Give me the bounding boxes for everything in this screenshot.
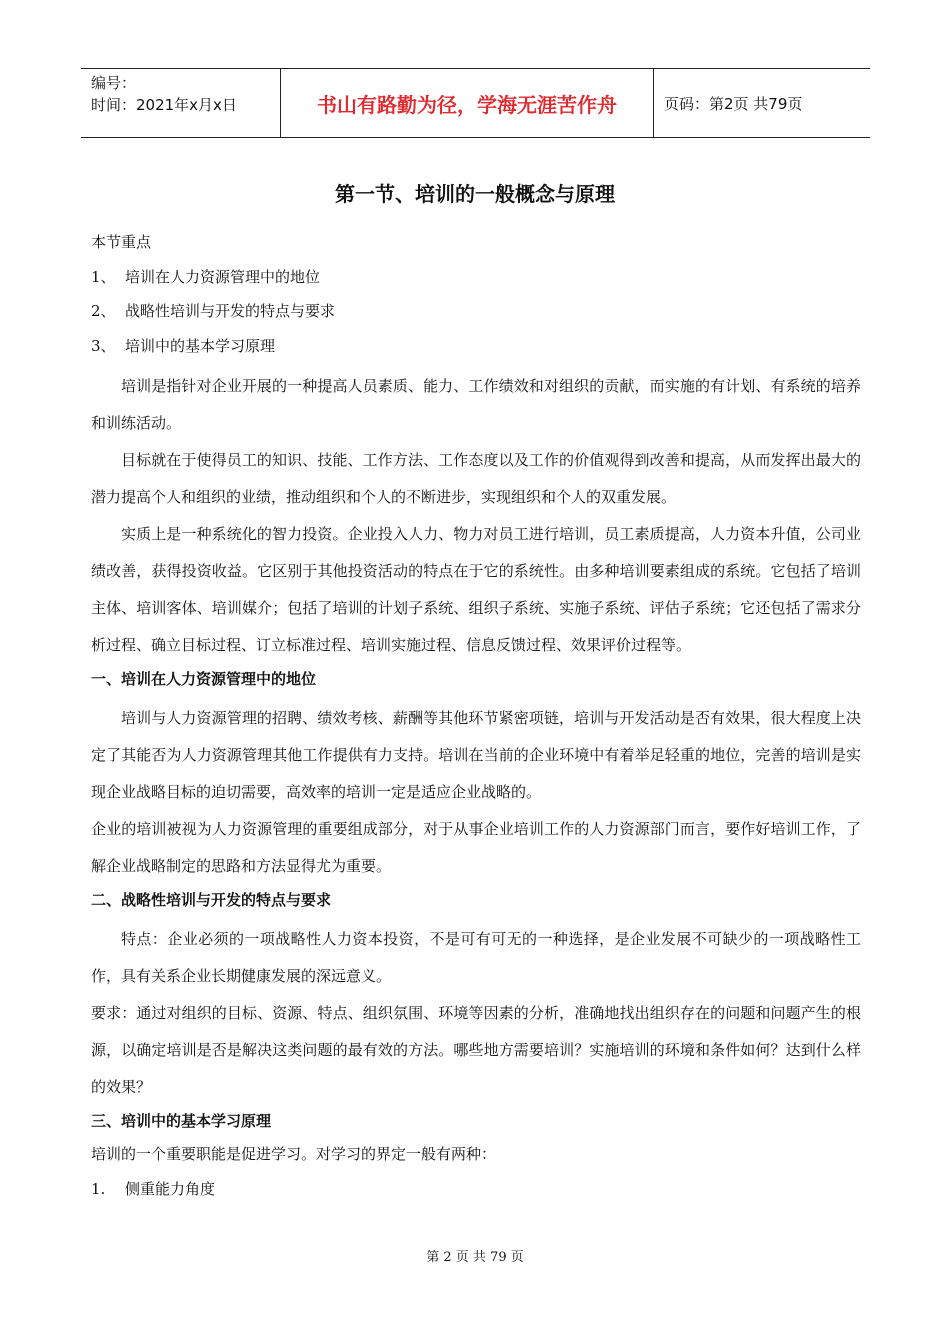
- list-item-number: 1.: [91, 1179, 106, 1198]
- focus-item-number: 1、: [91, 267, 116, 286]
- section-title: 第一节、培训的一般概念与原理: [335, 182, 615, 206]
- section2-paragraph: 要求：通过对组织的目标、资源、特点、组织氛围、环境等因素的分析，准确地找出组织存在的问题和问题产生的根源，以确定培训是否是解决这类问题的最有效的方法。哪些地方需要培训？实施培训的环境和条件如何？达到什么样的效果？: [91, 1004, 861, 1096]
- focus-item-number: 3、: [91, 336, 116, 355]
- focus-item: [91, 334, 861, 369]
- focus-item: [91, 265, 861, 300]
- focus-item: [91, 299, 861, 334]
- number-label: 编号：: [91, 74, 137, 92]
- list-item-text: 侧重能力角度: [125, 1179, 216, 1198]
- section3-list-item: [91, 1177, 861, 1212]
- section1-paragraph: 培训与人力资源管理的招聘、绩效考核、薪酬等其他环节紧密项链，培训与开发活动是否有效果，很大程度上决定了其能否为人力资源管理其他工作提供有力支持。培训在当前的企业环境中有着举足轻重的地位，完善的培训是实现企业战略目标的迫切需要，高效率的培训一定是适应企业战略的。: [91, 709, 861, 801]
- header-motto: 书山有路勤为径，学海无涯苦作舟: [281, 69, 654, 137]
- section3-heading: 三、培训中的基本学习原理: [91, 1112, 272, 1130]
- focus-item-text: 战略性培训与开发的特点与要求: [125, 302, 336, 320]
- date-label: 时间：2021年x月x日: [91, 96, 237, 114]
- section2-paragraph: 特点：企业必须的一项战略性人力资本投资，不是可有可无的一种选择，是企业发展不可缺少的一项战略性工作，具有关系企业长期健康发展的深远意义。: [91, 930, 861, 985]
- section1-paragraph: 企业的培训被视为人力资源管理的重要组成部分，对于从事企业培训工作的人力资源部门而言，要作好培训工作，了解企业战略制定的思路和方法显得尤为重要。: [91, 820, 861, 875]
- page-footer: 第 2 页 共 79 页: [426, 1250, 524, 1265]
- focus-item-text: 培训中的基本学习原理: [125, 336, 276, 355]
- header-meta: [81, 69, 281, 137]
- document-body: [91, 230, 861, 1211]
- section2-heading: 二、战略性培训与开发的特点与要求: [91, 891, 332, 909]
- section1-heading: 一、培训在人力资源管理中的地位: [91, 670, 317, 688]
- focus-title: 本节重点: [91, 233, 152, 251]
- essence-paragraph: 实质上是一种系统化的智力投资。企业投入人力、物力对员工进行培训，员工素质提高，人力资本升值，公司业绩改善，获得投资收益。它区别于其他投资活动的特点在于它的系统性。由多种培训要素组成的系统。它包括了培训主体、培训客体、培训媒介；包括了培训的计划子系统、组织子系统、实施子系统、评估子系统；它还包括了需求分析过程、确立目标过程、订立标准过程、培训实施过程、信息反馈过程、效果评价过程等。: [91, 525, 861, 654]
- focus-item-number: 2、: [91, 302, 116, 320]
- focus-item-text: 培训在人力资源管理中的地位: [125, 267, 321, 286]
- section3-paragraph: 培训的一个重要职能是促进学习。对学习的界定一般有两种：: [91, 1145, 497, 1163]
- page-header: [81, 68, 870, 138]
- goal-paragraph: 目标就在于使得员工的知识、技能、工作方法、工作态度以及工作的价值观得到改善和提高，从而发挥出最大的潜力提高个人和组织的业绩，推动组织和个人的不断进步，实现组织和个人的双重发展。: [91, 451, 861, 506]
- definition-paragraph: 培训是指针对企业开展的一种提高人员素质、能力、工作绩效和对组织的贡献，而实施的有计划、有系统的培养和训练活动。: [91, 377, 861, 432]
- header-page-info: 页码：第2页 共79页: [664, 94, 803, 113]
